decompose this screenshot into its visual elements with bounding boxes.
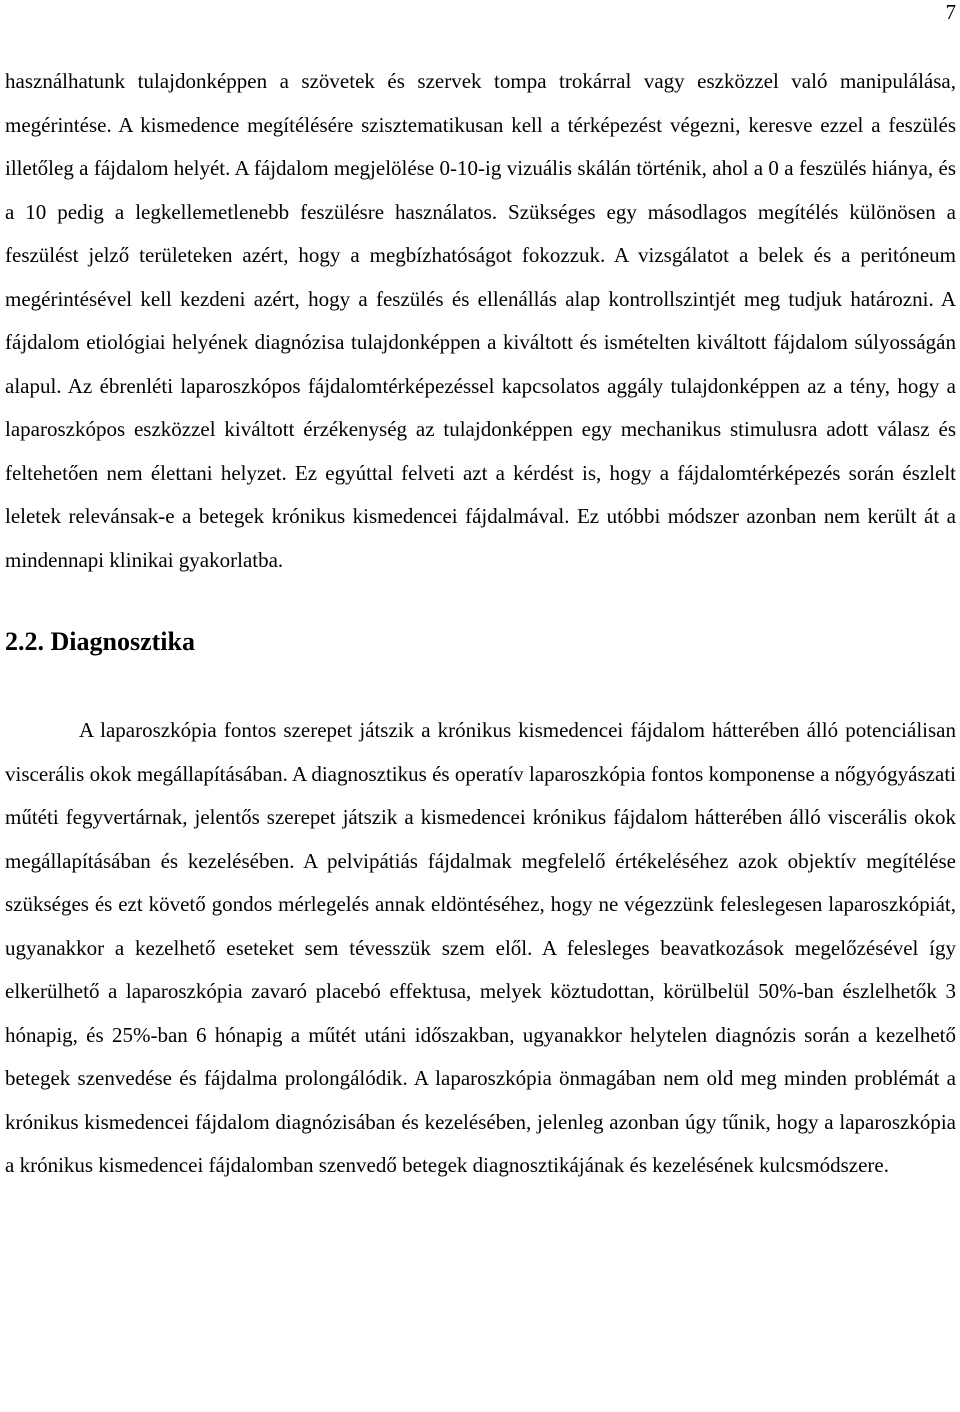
document-body xyxy=(5,60,956,1188)
section-heading xyxy=(5,622,956,662)
page-number: 7 xyxy=(945,0,956,24)
paragraph-pain-mapping: használhatunk tulajdonképpen a szövetek és szervek tompa trokárral vagy eszközzel való manipulálása, megérintése. A kismedence megítélésére szisztematikusan kell a térképezést végezni, keresve ezzel a feszülés illetőleg a fájdalom helyét. A fájdalom megjelölése 0-10-ig vizuális skálán történik, ahol a 0 a feszülés hiánya, és a 10 pedig a legkellemetlenebb feszülésre használatos. Szükséges egy másodlagos megítélés különösen a feszülést jelző területeken azért, hogy a megbízhatóságot fokozzuk. A vizsgálatot a belek és a peritóneum megérintésével kell kezdeni azért, hogy a feszülés és ellenállás alap kontrollszintjét meg tudjuk határozni. A fájdalom etiológiai helyének diagnózisa tulajdonképpen a kiváltott és ismételten kiváltott fájdalom súlyosságán alapul. Az ébrenléti laparoszkópos fájdalomtérképezéssel kapcsolatos aggály tulajdonképpen az a tény, hogy a laparoszkópos eszközzel kiváltott érzékenység az tulajdonképpen egy mechanikus stimulusra adott válasz és feltehetően nem élettani helyzet. Ez egyúttal felveti azt a kérdést is, hogy a fájdalomtérképezés során észlelt leletek relevánsak-e a betegek krónikus kismedencei fájdalmával. Ez utóbbi módszer azonban nem került át a mindennapi klinikai gyakorlatba. xyxy=(5,69,956,572)
section-number: 2.2. xyxy=(5,627,44,656)
section-title: Diagnosztika xyxy=(50,627,195,656)
paragraph-diagnostics: A laparoszkópia fontos szerepet játszik a krónikus kismedencei fájdalom hátterében álló potenciálisan viscerális okok megállapításában. A diagnosztikus és operatív laparoszkópia fontos komponense a nőgyógyászati műtéti fegyvertárnak, jelentős szerepet játszik a kismedencei krónikus fájdalom hátterében álló viscerális okok megállapításában és kezelésében. A pelvipátiás fájdalmak megfelelő értékeléséhez azok objektív megítélése szükséges és ezt követő gondos mérlegelés annak eldöntéséhez, hogy ne végezzünk feleslegesen laparoszkópiát, ugyanakkor a kezelhető eseteket sem tévesszük szem elől. A felesleges beavatkozások megelőzésével így elkerülhető a laparoszkópia zavaró placebó effektusa, melyek köztudottan, körülbelül 50%-ban észlelhetők 3 hónapig, és 25%-ban 6 hónapig a műtét utáni időszakban, ugyanakkor helytelen diagnózis során a kezelhető betegek szenvedése és fájdalma prolongálódik. A laparoszkópia önmagában nem old meg minden problémát a krónikus kismedencei fájdalom diagnózisában és kezelésében, jelenleg azonban úgy tűnik, hogy a laparoszkópia a krónikus kismedencei fájdalomban szenvedő betegek diagnosztikájának és kezelésének kulcsmódszere. xyxy=(5,718,956,1177)
